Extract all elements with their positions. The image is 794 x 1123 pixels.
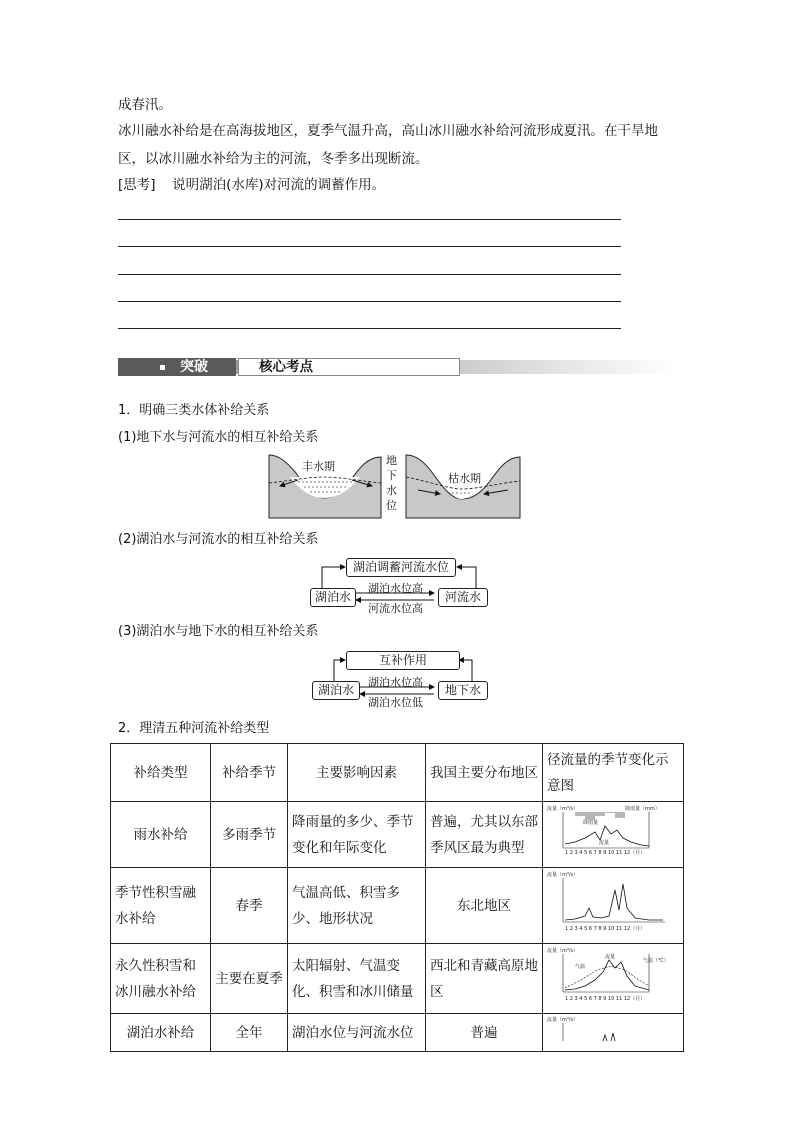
- rain-series-label: 降雨量: [583, 820, 599, 826]
- arrow-label-lower: 湖泊水位低: [368, 696, 423, 709]
- chart-cell: [543, 868, 684, 944]
- factors-cell: 湖泊水位与河流水位: [288, 1014, 426, 1052]
- header-cell: 主要影响因素: [288, 744, 426, 802]
- river-water-box: 河流水: [438, 588, 488, 607]
- type-cell: 雨水补给: [111, 802, 211, 868]
- temp-unit-label: 气温（℃）: [643, 958, 669, 964]
- answer-line[interactable]: [118, 246, 621, 247]
- think-tag: [思考]: [118, 177, 156, 193]
- answer-line[interactable]: [118, 328, 621, 329]
- banner-left: [118, 358, 236, 376]
- type-cell: 永久性积雪和冰川融水补给: [111, 944, 211, 1014]
- table-header-row: [111, 744, 684, 802]
- arrow-label-upper: 湖泊水位高: [368, 676, 423, 689]
- think-prompt: [118, 174, 385, 196]
- season-cell: 全年: [211, 1014, 288, 1052]
- subsection-title: (1)地下水与河流水的相互补给关系: [118, 430, 319, 445]
- flow-series-label: 流量: [599, 840, 610, 846]
- region-cell: 普遍，尤其以东部季风区最为典型: [426, 802, 543, 868]
- arrow-label-lower: 河流水位高: [368, 602, 423, 615]
- season-cell: 多雨季节: [211, 802, 288, 868]
- region-cell: 普遍: [426, 1014, 543, 1052]
- header-cell: 我国主要分布地区: [426, 744, 543, 802]
- arrow-label-upper: 湖泊水位高: [368, 582, 423, 595]
- header-cell: 补给季节: [211, 744, 288, 802]
- table-row: [111, 1014, 684, 1052]
- paragraph-line: 成春汛。: [118, 97, 172, 113]
- section-title: 1．明确三类水体补给关系: [118, 403, 270, 418]
- high-water-label: 丰水期: [302, 460, 335, 473]
- banner-right: [238, 358, 460, 376]
- lake-regulates-river-box: 湖泊调蓄河流水位: [346, 558, 456, 577]
- square-icon: [160, 365, 165, 370]
- answer-line[interactable]: [118, 219, 621, 220]
- factors-cell: 降雨量的多少、季节变化和年际变化: [288, 802, 426, 868]
- lake-river-diagram: [310, 556, 490, 615]
- section-title: 2．理清五种河流补给类型: [118, 721, 270, 736]
- snowmelt-mini-chart: [545, 870, 678, 932]
- groundwater-river-diagram: [268, 453, 528, 520]
- glacier-melt-mini-chart: [545, 946, 678, 1002]
- banner-right-label: 核心考点: [259, 359, 313, 375]
- months-axis-label: 1 2 3 4 5 6 7 8 9 10 11 12（月）: [565, 926, 646, 932]
- season-cell: 春季: [211, 868, 288, 944]
- answer-line[interactable]: [118, 274, 621, 275]
- table-row: [111, 868, 684, 944]
- header-cell: 补给类型: [111, 744, 211, 802]
- temp-series-label: 气温: [575, 964, 586, 970]
- flow-unit-label: 流量（m³/s）: [547, 948, 579, 954]
- flow-unit-label: 流量（m³/s）: [547, 1017, 579, 1023]
- lake-water-box: 湖泊水: [310, 588, 356, 607]
- table-row: [111, 944, 684, 1014]
- rain-unit-label: 降雨量（mm）: [625, 806, 660, 812]
- chart-cell: [543, 802, 684, 868]
- months-axis-label: 1 2 3 4 5 6 7 8 9 10 11 12（月）: [565, 850, 646, 856]
- mutual-supply-box: 互补作用: [346, 651, 460, 670]
- low-water-label: 枯水期: [448, 472, 481, 485]
- lake-water-box: 湖泊水: [312, 681, 360, 700]
- groundwater-box: 地下水: [438, 681, 488, 700]
- type-cell: 季节性积雪融水补给: [111, 868, 211, 944]
- paragraph-line: 冰川融水补给是在高海拔地区，夏季气温升高，高山冰川融水补给河流形成夏汛。在干旱地: [118, 123, 658, 139]
- think-question: 说明湖泊(水库)对河流的调蓄作用。: [172, 177, 386, 193]
- flow-unit-label: 流量（m³/s）: [547, 872, 579, 878]
- season-cell: 主要在夏季: [211, 944, 288, 1014]
- header-cell: 径流量的季节变化示意图: [543, 744, 684, 802]
- answer-line[interactable]: [118, 301, 621, 302]
- region-cell: 东北地区: [426, 868, 543, 944]
- flow-series-label: 流量: [605, 954, 616, 960]
- flow-unit-label: 流量（m³/s）: [547, 806, 579, 812]
- river-supply-table: [110, 743, 684, 1052]
- factors-cell: 太阳辐射、气温变化、积雪和冰川储量: [288, 944, 426, 1014]
- banner-left-label: 突破: [180, 359, 208, 375]
- chart-cell: [543, 944, 684, 1014]
- factors-cell: 气温高低、积雪多少、地形状况: [288, 868, 426, 944]
- section-banner: [118, 357, 678, 379]
- months-axis-label: 1 2 3 4 5 6 7 8 9 10 11 12（月）: [565, 996, 646, 1002]
- type-cell: 湖泊水补给: [111, 1014, 211, 1052]
- rain-supply-mini-chart: [545, 804, 678, 856]
- groundwater-level-label: 地 下 水 位: [386, 454, 397, 512]
- region-cell: 西北和青藏高原地区: [426, 944, 543, 1014]
- lake-supply-mini-chart: [545, 1015, 678, 1041]
- subsection-title: (2)湖泊水与河流水的相互补给关系: [118, 532, 319, 547]
- table-row: [111, 802, 684, 868]
- lake-groundwater-diagram: [310, 649, 490, 707]
- subsection-title: (3)湖泊水与地下水的相互补给关系: [118, 624, 319, 639]
- chart-cell: [543, 1014, 684, 1052]
- paragraph-line: 区，以冰川融水补给为主的河流，冬季多出现断流。: [118, 151, 429, 167]
